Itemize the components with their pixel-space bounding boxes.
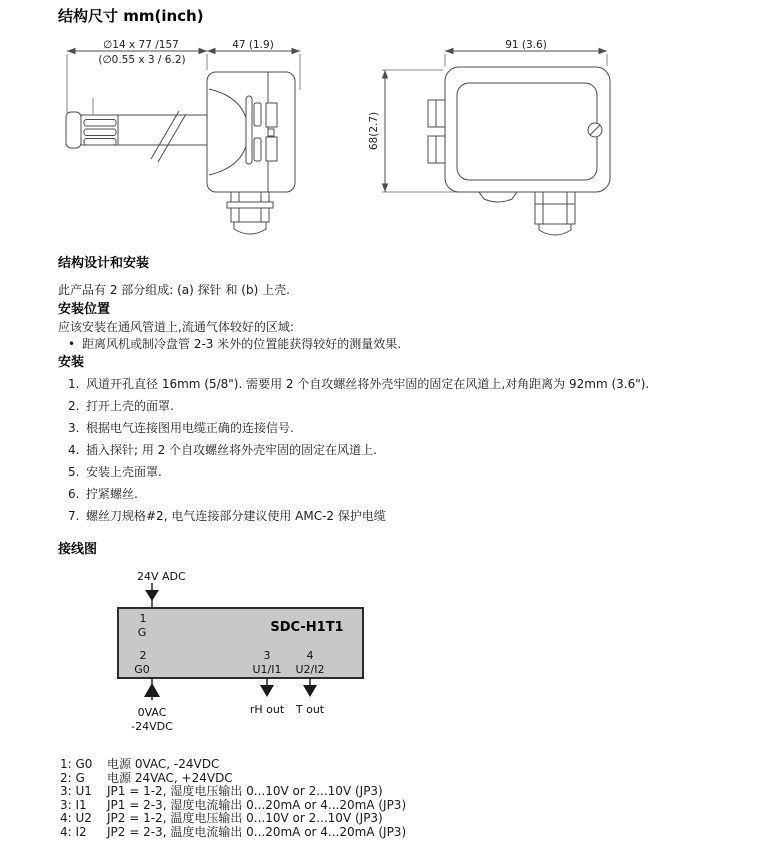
step-number: 7. bbox=[68, 509, 80, 523]
terminal-1-name: G bbox=[137, 626, 147, 639]
power-in-label: 24V ADC bbox=[137, 570, 186, 583]
output-t-label: T out bbox=[295, 703, 325, 716]
install-step bbox=[58, 507, 750, 526]
step-number: 1. bbox=[68, 377, 80, 391]
probe-dimension-inch-label: (∅0.55 x 3 / 6.2) bbox=[98, 54, 186, 66]
terminal-box bbox=[118, 608, 363, 678]
legend-row bbox=[60, 812, 406, 826]
legend-row bbox=[60, 785, 406, 799]
arrow-down-icon bbox=[303, 685, 317, 697]
design-body-text: 此产品有 2 部分组成: (a) 探针 和 (b) 上壳. bbox=[58, 283, 290, 297]
output-rh-label: rH out bbox=[249, 703, 285, 716]
step-number: 3. bbox=[68, 421, 80, 435]
arrow-up-icon bbox=[144, 683, 160, 697]
section-heading-wiring: 接线图 bbox=[58, 542, 98, 557]
page-title: 结构尺寸 mm(inch) bbox=[58, 7, 204, 25]
step-text: 根据电气连接图用电缆正确的连接信号. bbox=[86, 421, 294, 435]
housing-width-label: 91 (3.6) bbox=[505, 39, 547, 51]
install-step bbox=[58, 419, 750, 438]
housing-front-drawing bbox=[428, 67, 610, 202]
legend-desc: JP1 = 1-2, 湿度电压输出 0...10V or 2...10V (JP3) bbox=[107, 784, 383, 799]
side-view-drawing bbox=[66, 39, 300, 234]
bullet-icon: • bbox=[68, 337, 76, 351]
step-text: 风道开孔直径 16mm (5/8"). 需要用 2 个自攻螺丝将外壳牢固的固定在风道上,对角距离为 92mm (3.6"). bbox=[86, 377, 650, 391]
install-step bbox=[58, 485, 750, 504]
terminal-1 bbox=[138, 612, 147, 639]
section-heading-design: 结构设计和安装 bbox=[58, 256, 150, 271]
install-step bbox=[58, 463, 750, 482]
legend-desc: 电源 0VAC, -24VDC bbox=[107, 757, 220, 771]
terminal-3-number: 3 bbox=[263, 649, 271, 662]
screw-icon bbox=[588, 123, 602, 137]
step-text: 安装上壳面罩. bbox=[86, 465, 162, 479]
step-text: 插入探针; 用 2 个自攻螺丝将外壳牢固的固定在风道上. bbox=[86, 443, 377, 457]
location-bullet-text: 距离风机或制冷盘管 2-3 米外的位置能获得较好的测量效果. bbox=[82, 337, 402, 351]
install-step bbox=[58, 441, 750, 460]
legend-label: 3: I1 bbox=[60, 797, 87, 812]
step-text: 螺丝刀规格#2, 电气连接部分建议使用 AMC-2 保护电缆 bbox=[86, 509, 386, 523]
terminal-2-number: 2 bbox=[139, 649, 147, 662]
dimension-drawings bbox=[0, 35, 770, 250]
legend-desc: JP2 = 2-3, 温度电流输出 0...20mA or 4...20mA (JP3) bbox=[107, 824, 407, 839]
cable-gland-side-drawing bbox=[227, 192, 273, 234]
install-steps-list bbox=[58, 375, 750, 529]
terminal-4-name: U2/I2 bbox=[295, 663, 325, 676]
legend-row bbox=[60, 758, 406, 772]
step-text: 打开上壳的面罩. bbox=[86, 399, 174, 413]
step-number: 6. bbox=[68, 487, 80, 501]
legend-label: 4: U2 bbox=[60, 811, 92, 826]
location-body-text: 应该安装在通风管道上,流通气体较好的区域: bbox=[58, 320, 294, 334]
power-ref-label-line1: 0VAC bbox=[137, 706, 167, 719]
step-number: 2. bbox=[68, 399, 80, 413]
front-view-drawing bbox=[368, 39, 610, 235]
power-ref-label-line2: -24VDC bbox=[131, 720, 173, 733]
legend-label: 3: U1 bbox=[60, 784, 92, 799]
probe-dimension-label: ∅14 x 77 /157 bbox=[103, 39, 179, 51]
terminal-4-number: 4 bbox=[306, 649, 314, 662]
housing-height-label: 68(2.7) bbox=[368, 111, 380, 151]
cable-gland-front-drawing bbox=[535, 192, 575, 235]
wiring-diagram bbox=[0, 560, 770, 740]
arrow-down-icon bbox=[260, 685, 274, 697]
housing-depth-label: 47 (1.9) bbox=[232, 39, 274, 51]
location-bullet-item bbox=[68, 336, 401, 353]
arrow-down-icon bbox=[145, 590, 159, 601]
install-step bbox=[58, 375, 750, 394]
legend-label: 1: G0 bbox=[60, 757, 93, 771]
legend-label: 2: G bbox=[60, 770, 85, 785]
section-heading-install: 安装 bbox=[58, 355, 85, 370]
probe-drawing bbox=[66, 111, 207, 162]
terminal-1-number: 1 bbox=[139, 612, 147, 625]
step-number: 5. bbox=[68, 465, 80, 479]
legend-label: 4: I2 bbox=[60, 824, 87, 839]
legend-row bbox=[60, 826, 406, 840]
section-heading-location: 安装位置 bbox=[58, 302, 111, 317]
legend-desc: JP1 = 2-3, 湿度电流输出 0...20mA or 4...20mA (JP3) bbox=[107, 797, 407, 812]
housing-side-drawing bbox=[207, 72, 295, 192]
legend-desc: JP2 = 1-2, 温度电压输出 0...10V or 2...10V (JP3) bbox=[107, 811, 383, 826]
terminal-2-name: G0 bbox=[134, 663, 150, 676]
terminal-legend bbox=[60, 758, 406, 840]
install-step bbox=[58, 397, 750, 416]
step-number: 4. bbox=[68, 443, 80, 457]
legend-desc: 电源 24VAC, +24VDC bbox=[107, 770, 233, 785]
step-text: 拧紧螺丝. bbox=[86, 487, 138, 501]
model-label: SDC-H1T1 bbox=[270, 620, 344, 635]
terminal-3-name: U1/I1 bbox=[252, 663, 282, 676]
